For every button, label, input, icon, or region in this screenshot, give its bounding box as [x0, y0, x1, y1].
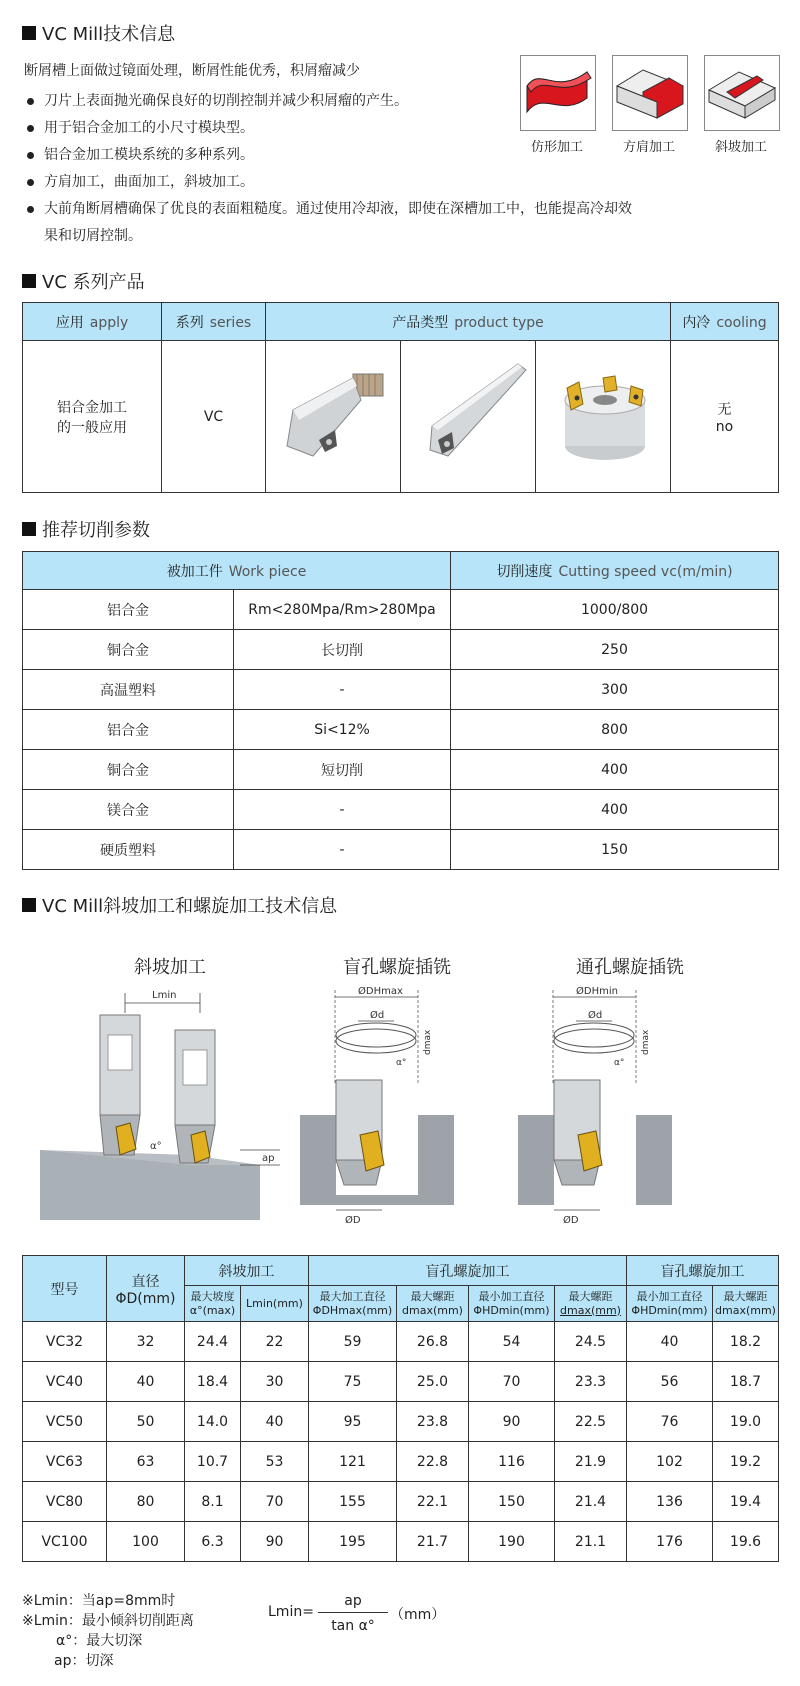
diagram-title-ramp: 斜坡加工: [134, 957, 206, 978]
table-cell: 121: [309, 1442, 397, 1482]
header-series: 系列 series: [162, 303, 266, 341]
note-line: ※Lmin：当ap=8mm时: [22, 1593, 176, 1609]
profile-machining-image: [520, 55, 596, 131]
table-cell: VC32: [23, 1322, 107, 1362]
table-cell: 14.0: [185, 1402, 241, 1442]
formula-unit: （mm）: [390, 1607, 446, 1623]
subheader: 最大螺距 dmax(mm): [555, 1286, 627, 1322]
table-cell: 21.9: [555, 1442, 627, 1482]
subheader: 最大螺距 dmax(mm): [397, 1286, 469, 1322]
table-cell: 23.3: [555, 1362, 627, 1402]
table-cell: 136: [627, 1482, 713, 1522]
feature-item: 用于铝合金加工的小尺寸模块型。: [24, 115, 784, 142]
product-table: [22, 302, 779, 493]
table-cell: 25.0: [397, 1362, 469, 1402]
table-cell: VC63: [23, 1442, 107, 1482]
table-cell: 8.1: [185, 1482, 241, 1522]
section-title-tech-info: [22, 20, 175, 46]
table-cell: VC80: [23, 1482, 107, 1522]
dmax-label: dmax: [641, 1029, 651, 1055]
table-row: [23, 1482, 779, 1522]
diagram-title-through: 通孔螺旋插铣: [576, 957, 684, 978]
table-row: 铜合金 长切削 250: [23, 630, 779, 670]
product-image-face-mill: [536, 341, 671, 493]
D-label: ØD: [345, 1215, 361, 1225]
table-row: [23, 1362, 779, 1402]
header-product-type: 产品类型 product type: [266, 303, 671, 341]
table-row: [23, 1322, 779, 1362]
feature-item: 方肩加工，曲面加工，斜坡加工。: [24, 169, 784, 196]
feature-item: 铝合金加工模块系统的多种系列。: [24, 142, 784, 169]
table-cell: 19.6: [713, 1522, 779, 1562]
table-cell: 90: [469, 1402, 555, 1442]
table-cell: 76: [627, 1402, 713, 1442]
table-cell: 70: [241, 1482, 309, 1522]
table-cell: 22.8: [397, 1442, 469, 1482]
formula-lhs: Lmin=: [268, 1604, 314, 1620]
alpha-label: α°: [396, 1058, 407, 1068]
table-cell: 18.2: [713, 1322, 779, 1362]
cell-series: VC: [162, 341, 266, 493]
header-through-helix: 盲孔螺旋加工: [627, 1256, 779, 1286]
diagram-title-blind: 盲孔螺旋插铣: [343, 957, 451, 978]
dhmax-label: ØDHmax: [358, 986, 403, 997]
section-title-text: VC Mill技术信息: [42, 24, 176, 45]
square-bullet-icon: [22, 26, 36, 40]
table-cell: 75: [309, 1362, 397, 1402]
subheader: 最大坡度 α°(max): [185, 1286, 241, 1322]
subheader: 最小加工直径 ΦHDmin(mm): [469, 1286, 555, 1322]
table-cell: 22.5: [555, 1402, 627, 1442]
d-label: Ød: [370, 1010, 385, 1021]
shoulder-machining-image: [612, 55, 688, 131]
table-cell: 23.8: [397, 1402, 469, 1442]
table-cell: 21.1: [555, 1522, 627, 1562]
product-image-shank-adapter: [266, 341, 401, 493]
cutting-params-table: [22, 551, 779, 870]
table-cell: 100: [107, 1522, 185, 1562]
dhmin-label: ØDHmin: [576, 986, 618, 997]
note-line: α°：最大切深: [56, 1633, 143, 1649]
ap-label: ap: [262, 1153, 275, 1164]
through-hole-helix-diagram: [518, 985, 718, 1225]
alpha-label: α°: [150, 1141, 162, 1152]
table-cell: 95: [309, 1402, 397, 1442]
thumb-caption: 仿形加工: [530, 140, 583, 155]
header-model: 型号: [23, 1256, 107, 1322]
formula-numerator: ap: [318, 1593, 388, 1613]
table-cell: 150: [469, 1482, 555, 1522]
table-cell: 18.7: [713, 1362, 779, 1402]
table-row: 镁合金 - 400: [23, 790, 779, 830]
table-cell: 22.1: [397, 1482, 469, 1522]
header-diameter: 直径 ΦD(mm): [107, 1256, 185, 1322]
D-label: ØD: [563, 1215, 579, 1225]
table-row: 硬质塑料 - 150: [23, 830, 779, 870]
spec-table: [22, 1255, 779, 1562]
table-cell: 40: [627, 1322, 713, 1362]
table-row: 高温塑料 - 300: [23, 670, 779, 710]
header-cutting-speed: 切削速度 Cutting speed vc(m/min): [451, 552, 779, 590]
table-cell: 176: [627, 1522, 713, 1562]
header-workpiece: 被加工件 Work piece: [23, 552, 451, 590]
alpha-label: α°: [614, 1058, 625, 1068]
table-cell: 32: [107, 1322, 185, 1362]
feature-item: 大前角断屑槽确保了优良的表面粗糙度。通过使用冷却液，即使在深槽加工中，也能提高冷却效果和切屑控制。: [24, 196, 644, 250]
table-cell: 190: [469, 1522, 555, 1562]
table-cell: 10.7: [185, 1442, 241, 1482]
table-row: [23, 1522, 779, 1562]
table-cell: 19.4: [713, 1482, 779, 1522]
table-row: 铝合金 Rm<280Mpa/Rm>280Mpa 1000/800: [23, 590, 779, 630]
table-cell: 102: [627, 1442, 713, 1482]
table-cell: 59: [309, 1322, 397, 1362]
square-bullet-icon: [22, 522, 36, 536]
table-cell: 155: [309, 1482, 397, 1522]
table-cell: 80: [107, 1482, 185, 1522]
cell-apply: 铝合金加工 的一般应用: [23, 341, 162, 493]
spec-table-body: [23, 1322, 779, 1562]
section-title-ramp-helix: [22, 892, 337, 918]
table-cell: VC40: [23, 1362, 107, 1402]
table-row: [23, 1402, 779, 1442]
section-title-text: VC 系列产品: [42, 272, 145, 293]
note-line: ※Lmin：最小倾斜切削距离: [22, 1613, 194, 1629]
section-title-products: [22, 268, 145, 294]
table-row: 铝合金 Si<12% 800: [23, 710, 779, 750]
ramp-machining-image: [704, 55, 780, 131]
table-cell: 18.4: [185, 1362, 241, 1402]
lead-text: 断屑槽上面做过镜面处理，断屑性能优秀，积屑瘤减少: [24, 63, 360, 79]
table-cell: 26.8: [397, 1322, 469, 1362]
thumb-caption: 方肩加工: [622, 140, 675, 155]
table-cell: 21.4: [555, 1482, 627, 1522]
header-blind-helix: 盲孔螺旋加工: [309, 1256, 627, 1286]
subheader: 最小加工直径 ΦHDmin(mm): [627, 1286, 713, 1322]
dmax-label: dmax: [423, 1029, 433, 1055]
blind-hole-helix-diagram: [300, 985, 500, 1225]
header-cooling: 内冷 cooling: [671, 303, 779, 341]
note-line: ap：切深: [54, 1653, 114, 1669]
table-cell: 63: [107, 1442, 185, 1482]
table-cell: 24.5: [555, 1322, 627, 1362]
table-cell: 19.2: [713, 1442, 779, 1482]
product-image-long-shank: [401, 341, 536, 493]
formula-denominator: tan α°: [331, 1618, 375, 1634]
feature-item: 刀片上表面抛光确保良好的切削控制并减少积屑瘤的产生。: [24, 88, 784, 115]
table-cell: 70: [469, 1362, 555, 1402]
table-cell: 90: [241, 1522, 309, 1562]
table-row: [23, 1442, 779, 1482]
table-cell: 19.0: [713, 1402, 779, 1442]
header-ramp: 斜坡加工: [185, 1256, 309, 1286]
table-row: 铜合金 短切削 400: [23, 750, 779, 790]
table-cell: 22: [241, 1322, 309, 1362]
table-cell: 53: [241, 1442, 309, 1482]
table-cell: VC50: [23, 1402, 107, 1442]
table-cell: 6.3: [185, 1522, 241, 1562]
table-cell: 50: [107, 1402, 185, 1442]
table-cell: 21.7: [397, 1522, 469, 1562]
ramp-machining-diagram: [40, 985, 300, 1220]
section-title-text: VC Mill斜坡加工和螺旋加工技术信息: [42, 896, 338, 917]
table-cell: 116: [469, 1442, 555, 1482]
table-cell: 30: [241, 1362, 309, 1402]
square-bullet-icon: [22, 898, 36, 912]
table-cell: 40: [107, 1362, 185, 1402]
section-title-text: 推荐切削参数: [42, 520, 150, 541]
subheader: 最大加工直径 ΦDHmax(mm): [309, 1286, 397, 1322]
table-cell: 54: [469, 1322, 555, 1362]
table-cell: 56: [627, 1362, 713, 1402]
table-cell: 24.4: [185, 1322, 241, 1362]
lmin-label: Lmin: [152, 990, 177, 1001]
table-cell: VC100: [23, 1522, 107, 1562]
header-apply: 应用 apply: [23, 303, 162, 341]
cell-cooling: 无 no: [671, 341, 779, 493]
thumb-caption: 斜坡加工: [714, 140, 767, 155]
table-cell: 195: [309, 1522, 397, 1562]
section-title-cutting-params: [22, 516, 150, 542]
square-bullet-icon: [22, 274, 36, 288]
d-label: Ød: [588, 1010, 603, 1021]
subheader: Lmin(mm): [241, 1286, 309, 1322]
table-cell: 40: [241, 1402, 309, 1442]
subheader: 最大螺距 dmax(mm): [713, 1286, 779, 1322]
